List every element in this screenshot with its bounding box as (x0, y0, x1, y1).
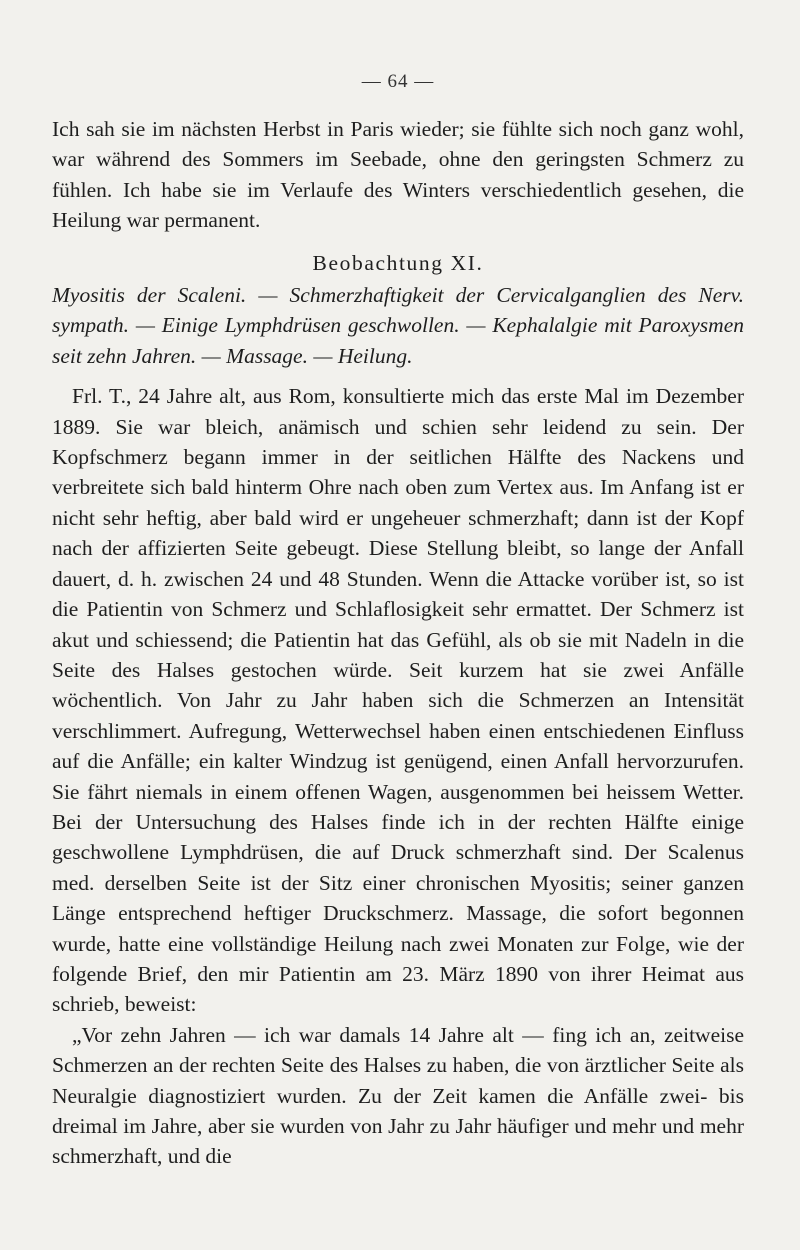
section-heading: Beobachtung XI. (312, 250, 484, 275)
intro-paragraph: Ich sah sie im nächsten Herbst in Paris wieder; sie fühlte sich noch ganz wohl, war während des Sommers im Seebade, ohne den geringsten Schmerz zu fühlen. Ich habe sie im Verlaufe des Winters verschiedentlich gesehen, die Heilung war permanent. (52, 117, 744, 233)
section-subheading: Myositis der Scaleni. — Schmerzhaftigkeit der Cervicalganglien des Nerv. sympath. — Einige Lymphdrüsen geschwollen. — Kephalalgie mit Paroxysmen seit zehn Jahren. — Massage. — Heilung. (52, 283, 744, 368)
page-number: — 64 — (361, 71, 435, 92)
book-page (52, 72, 744, 1172)
letter-paragraph: „Vor zehn Jahren — ich war damals 14 Jahre alt — fing ich an, zeitweise Schmerzen an der rechten Seite des Halses zu haben, die von ärztlicher Seite als Neuralgie diagnostiziert wurden. Zu der Zeit kamen die Anfälle zwei- bis dreimal im Jahre, aber sie wurden von Jahr zu Jahr häufiger und mehr und mehr schmerzhaft, und die (52, 1022, 744, 1169)
observation-paragraph: Frl. T., 24 Jahre alt, aus Rom, konsultierte mich das erste Mal im Dezember 1889. Sie war bleich, anämisch und schien sehr leidend zu sein. Der Kopfschmerz begann immer in der seitlichen Hälfte des Nackens und verbreitete sich bald hinterm Ohre nach oben zum Vertex aus. Im Anfang ist er nicht sehr heftig, aber bald wird er ungeheuer schmerzhaft; dann ist der Kopf nach der affizierten Seite gebeugt. Diese Stellung bleibt, so lange der Anfall dauert, d. h. zwischen 24 und 48 Stunden. Wenn die Attacke vorüber ist, so ist die Patientin von Schmerz und Schlaflosigkeit sehr ermattet. Der Schmerz ist akut und schiessend; die Patientin hat das Gefühl, als ob sie mit Nadeln in die Seite des Halses gestochen würde. Seit kurzem hat sie zwei Anfälle wöchentlich. Von Jahr zu Jahr haben sich die Schmerzen an Intensität verschlimmert. Aufregung, Wetterwechsel haben einen entschiedenen Einfluss auf die Anfälle; ein kalter Windzug ist genügend, einen Anfall hervorzurufen. Sie fährt niemals in einem offenen Wagen, ausgenommen bei heissem Wetter. Bei der Untersuchung des Halses finde ich in der rechten Hälfte einige geschwollene Lymphdrüsen, die auf Druck schmerzhaft sind. Der Scalenus med. derselben Seite ist der Sitz einer chronischen Myositis; seiner ganzen Länge entsprechend heftiger Druckschmerz. Massage, die sofort begonnen wurde, hatte eine vollständige Heilung nach zwei Monaten zur Folge, wie der folgende Brief, den mir Patientin am 23. März 1890 von ihrer Heimat aus schrieb, beweist: (52, 384, 744, 1017)
